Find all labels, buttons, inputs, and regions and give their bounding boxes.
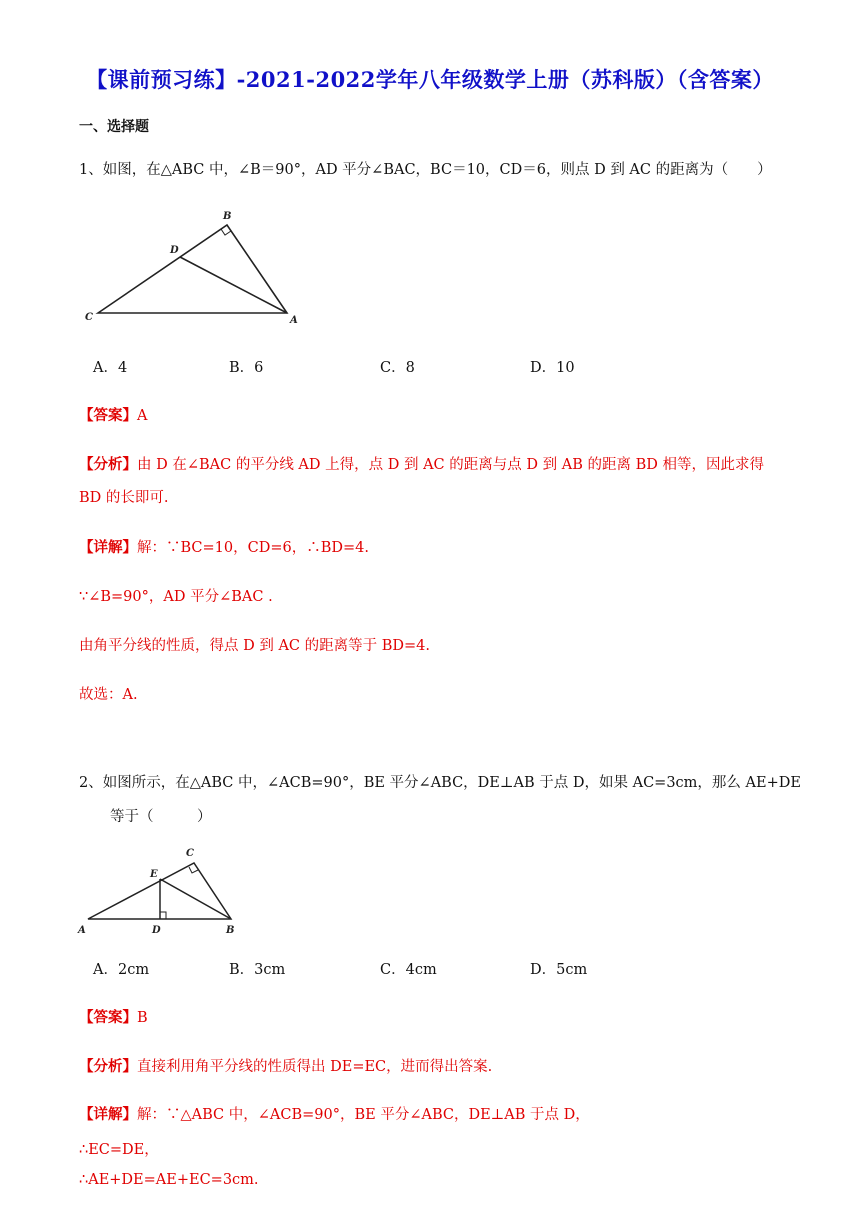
q1-option-d: D．10 (530, 360, 575, 376)
question-2-figure (76, 840, 246, 940)
q1-detail-line-2: ∵∠B=90°，AD 平分∠BAC . (79, 589, 273, 605)
label-a: A (78, 925, 86, 936)
detail-tag: 【详解】 (79, 539, 137, 556)
q1-detail-line-1 (79, 536, 369, 557)
q1-option-a: A．4 (93, 360, 128, 376)
q1-option-b: B．6 (229, 360, 264, 376)
question-2-stem-cont: 等于（ ） (110, 809, 212, 825)
q1-detail-line-3: 由角平分线的性质，得点 D 到 AC 的距离等于 BD=4. (79, 638, 431, 654)
q2-answer (79, 1006, 148, 1027)
q1-analysis-cont: BD 的长即可. (79, 490, 169, 506)
page-title: 【课前预习练】-2021-2022学年八年级数学上册（苏科版）（含答案） (86, 67, 774, 92)
label-a: A (290, 315, 298, 326)
q2-detail-line-3: ∴AE+DE=AE+EC=3cm. (79, 1172, 259, 1188)
q1-answer (79, 404, 147, 425)
analysis-tag: 【分析】 (79, 456, 137, 473)
label-c: C (186, 848, 194, 859)
answer-tag: 【答案】 (79, 1009, 137, 1026)
label-b: B (226, 925, 235, 936)
detail-text: 解：∵BC=10，CD=6，∴BD=4. (137, 540, 369, 556)
q2-detail-line-2: ∴EC=DE， (79, 1142, 159, 1158)
answer-value: A (137, 408, 148, 424)
analysis-text: 由 D 在∠BAC 的平分线 AD 上得，点 D 到 AC 的距离与点 D 到 AB 的距离 BD 相等，因此求得 (137, 457, 764, 473)
question-1-stem: 1、如图，在△ABC 中，∠B＝90°，AD 平分∠BAC，BC＝10，CD＝6，则点 D 到 AC 的距离为（ ） (79, 162, 772, 178)
section-heading: 一、选择题 (79, 119, 149, 135)
detail-tag: 【详解】 (79, 1106, 137, 1123)
q1-option-c: C．8 (380, 360, 415, 376)
label-e: E (150, 869, 158, 880)
detail-text: 解：∵△ABC 中，∠ACB=90°，BE 平分∠ABC，DE⊥AB 于点 D， (137, 1107, 590, 1123)
answer-tag: 【答案】 (79, 407, 137, 424)
analysis-text: 直接利用角平分线的性质得出 DE=EC，进而得出答案. (137, 1059, 493, 1075)
label-d: D (152, 925, 161, 936)
q1-analysis (79, 453, 764, 474)
q2-option-b: B．3cm (229, 962, 286, 978)
q1-detail-line-4: 故选：A. (79, 687, 138, 703)
answer-value: B (137, 1010, 148, 1026)
q2-option-c: C．4cm (380, 962, 437, 978)
label-c: C (85, 312, 93, 323)
question-2-stem: 2、如图所示，在△ABC 中，∠ACB=90°，BE 平分∠ABC，DE⊥AB 于点 D，如果 AC=3cm，那么 AE+DE (79, 775, 801, 791)
q2-detail-line-1 (79, 1103, 590, 1124)
label-d: D (170, 245, 179, 256)
label-b: B (223, 211, 232, 222)
analysis-tag: 【分析】 (79, 1058, 137, 1075)
q2-analysis (79, 1055, 492, 1076)
q2-option-d: D．5cm (530, 962, 588, 978)
q2-option-a: A．2cm (93, 962, 150, 978)
triangle-abc (98, 225, 287, 313)
segment-ad (180, 257, 287, 313)
question-1-figure (80, 205, 310, 330)
